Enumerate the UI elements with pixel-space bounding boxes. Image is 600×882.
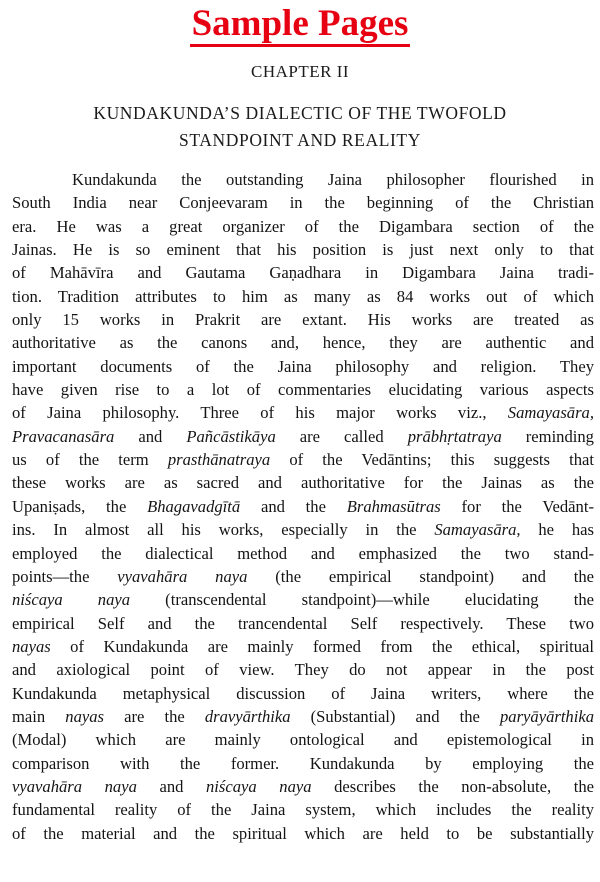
paragraph-line [12, 822, 594, 845]
italic-term: Samayasāra, [507, 403, 594, 423]
paragraph-line [12, 331, 594, 354]
text-run: describes the non-absolute, the [311, 776, 594, 796]
italic-term: prasthānatraya [167, 450, 271, 470]
text-run: ins. In almost all his works, especially in the [12, 520, 435, 540]
chapter-title-line: STANDPOINT AND REALITY [179, 130, 421, 150]
paragraph-line [12, 168, 594, 191]
paragraph-line [12, 308, 594, 331]
paragraph-line [12, 401, 594, 424]
text-run: only 15 works in Prakrit are extant. His works are treated as [12, 310, 594, 330]
italic-term: dravyārthika [204, 706, 291, 726]
text-run: comparison with the former. Kundakunda by employing the [12, 753, 594, 773]
text-run: South India near Conjeevaram in the beginning of the Christian [12, 193, 594, 213]
body-text [12, 168, 594, 845]
banner-text: Sample Pages [190, 3, 411, 47]
italic-term: niścaya naya [12, 590, 131, 610]
text-run: employed the dialectical method and emphasized the two stand- [12, 543, 594, 563]
text-run: reminding [501, 426, 594, 446]
italic-term: paryāyārthika [499, 706, 594, 726]
text-run: (the empirical standpoint) and the [247, 566, 594, 586]
paragraph-line [12, 752, 594, 775]
text-run: and axiological point of view. They do not appear in the post [12, 660, 594, 680]
paragraph-line [12, 798, 594, 821]
text-run: Kundakunda the outstanding Jaina philosopher flourished in [72, 170, 594, 189]
italic-term: Samayasāra, [434, 520, 521, 540]
text-run: empirical Self and the trancendental Self respectively. These two [12, 613, 594, 633]
paragraph-line [12, 425, 594, 448]
paragraph-line [12, 378, 594, 401]
chapter-title [20, 100, 580, 154]
italic-term: prābhṛtatraya [407, 426, 502, 446]
text-run: authoritative as the canons and, hence, they are authentic and [12, 333, 594, 353]
text-run: for the Vedānt- [440, 496, 594, 516]
paragraph-line [12, 588, 594, 611]
text-run: these works are as sacred and authoritative for the Jainas as the [12, 473, 594, 493]
paragraph-line [12, 775, 594, 798]
text-run: and [136, 776, 206, 796]
paragraph-line [12, 285, 594, 308]
text-run: of the material and the spiritual which are held to be substantially [12, 823, 594, 843]
italic-term: nayas [65, 706, 104, 726]
text-run: era. He was a great organizer of the Digambara section of the [12, 216, 594, 236]
text-run: of Kundakunda are mainly formed from the ethical, spiritual [50, 636, 594, 656]
italic-term: Bhagavadgītā [147, 496, 241, 516]
paragraph-line [12, 612, 594, 635]
text-run: (Modal) which are mainly ontological and epistemological in [12, 730, 594, 750]
text-run: are the [104, 706, 205, 726]
italic-term: Brahmasūtras [346, 496, 441, 516]
text-run: of Jaina philosophy. Three of his major works viz., [12, 403, 508, 423]
text-run: tion. Tradition attributes to him as many as 84 works out of which [12, 286, 594, 306]
text-run: Kundakunda metaphysical discussion of Jaina writers, where the [12, 683, 594, 703]
text-run: us of the term [12, 450, 168, 470]
text-run: (transcendental standpoint)—while elucidating the [130, 590, 594, 610]
text-run: and [114, 426, 187, 446]
text-run: he has [520, 520, 594, 540]
paragraph-line [12, 565, 594, 588]
text-run: main [12, 706, 66, 726]
text-run: are called [275, 426, 408, 446]
paragraph-line [12, 682, 594, 705]
italic-term: vyavahāra naya [12, 776, 137, 796]
italic-term: nayas [12, 636, 51, 656]
text-run: of the Vedāntins; this suggests that [270, 450, 594, 470]
paragraph-line [12, 471, 594, 494]
paragraph-line [12, 448, 594, 471]
text-run: fundamental reality of the Jaina system, which includes the reality [12, 800, 594, 820]
chapter-title-line: KUNDAKUNDA’S DIALECTIC OF THE TWOFOLD [93, 103, 507, 123]
chapter-heading: CHAPTER II [250, 62, 350, 81]
text-run: points—the [12, 566, 118, 586]
text-run: Upaniṣads, the [12, 496, 148, 516]
italic-term: Pravacanasāra [12, 426, 115, 446]
paragraph-line [12, 705, 594, 728]
paragraph-line [12, 261, 594, 284]
paragraph-line [12, 518, 594, 541]
text-run: of Mahāvīra and Gautama Gaṇadhara in Digambara Jaina tradi- [12, 263, 594, 283]
paragraph-line [12, 238, 594, 261]
text-run: important documents of the Jaina philosophy and religion. They [12, 356, 594, 376]
paragraph-line [12, 635, 594, 658]
paragraph-line [12, 215, 594, 238]
text-run: have given rise to a lot of commentaries elucidating various aspects [12, 380, 594, 400]
paragraph-line [12, 495, 594, 518]
paragraph-line [12, 728, 594, 751]
paragraph-line [12, 542, 594, 565]
paragraph-line [12, 355, 594, 378]
italic-term: Pañcāstikāya [186, 426, 276, 446]
text-run: and the [240, 496, 347, 516]
text-run: (Substantial) and the [290, 706, 500, 726]
paragraph-line [12, 191, 594, 214]
italic-term: vyavahāra naya [117, 566, 248, 586]
italic-term: niścaya naya [206, 776, 312, 796]
paragraph-line [12, 658, 594, 681]
sample-pages-banner [0, 2, 600, 46]
text-run: Jainas. He is so eminent that his position is just next only to that [12, 240, 594, 260]
